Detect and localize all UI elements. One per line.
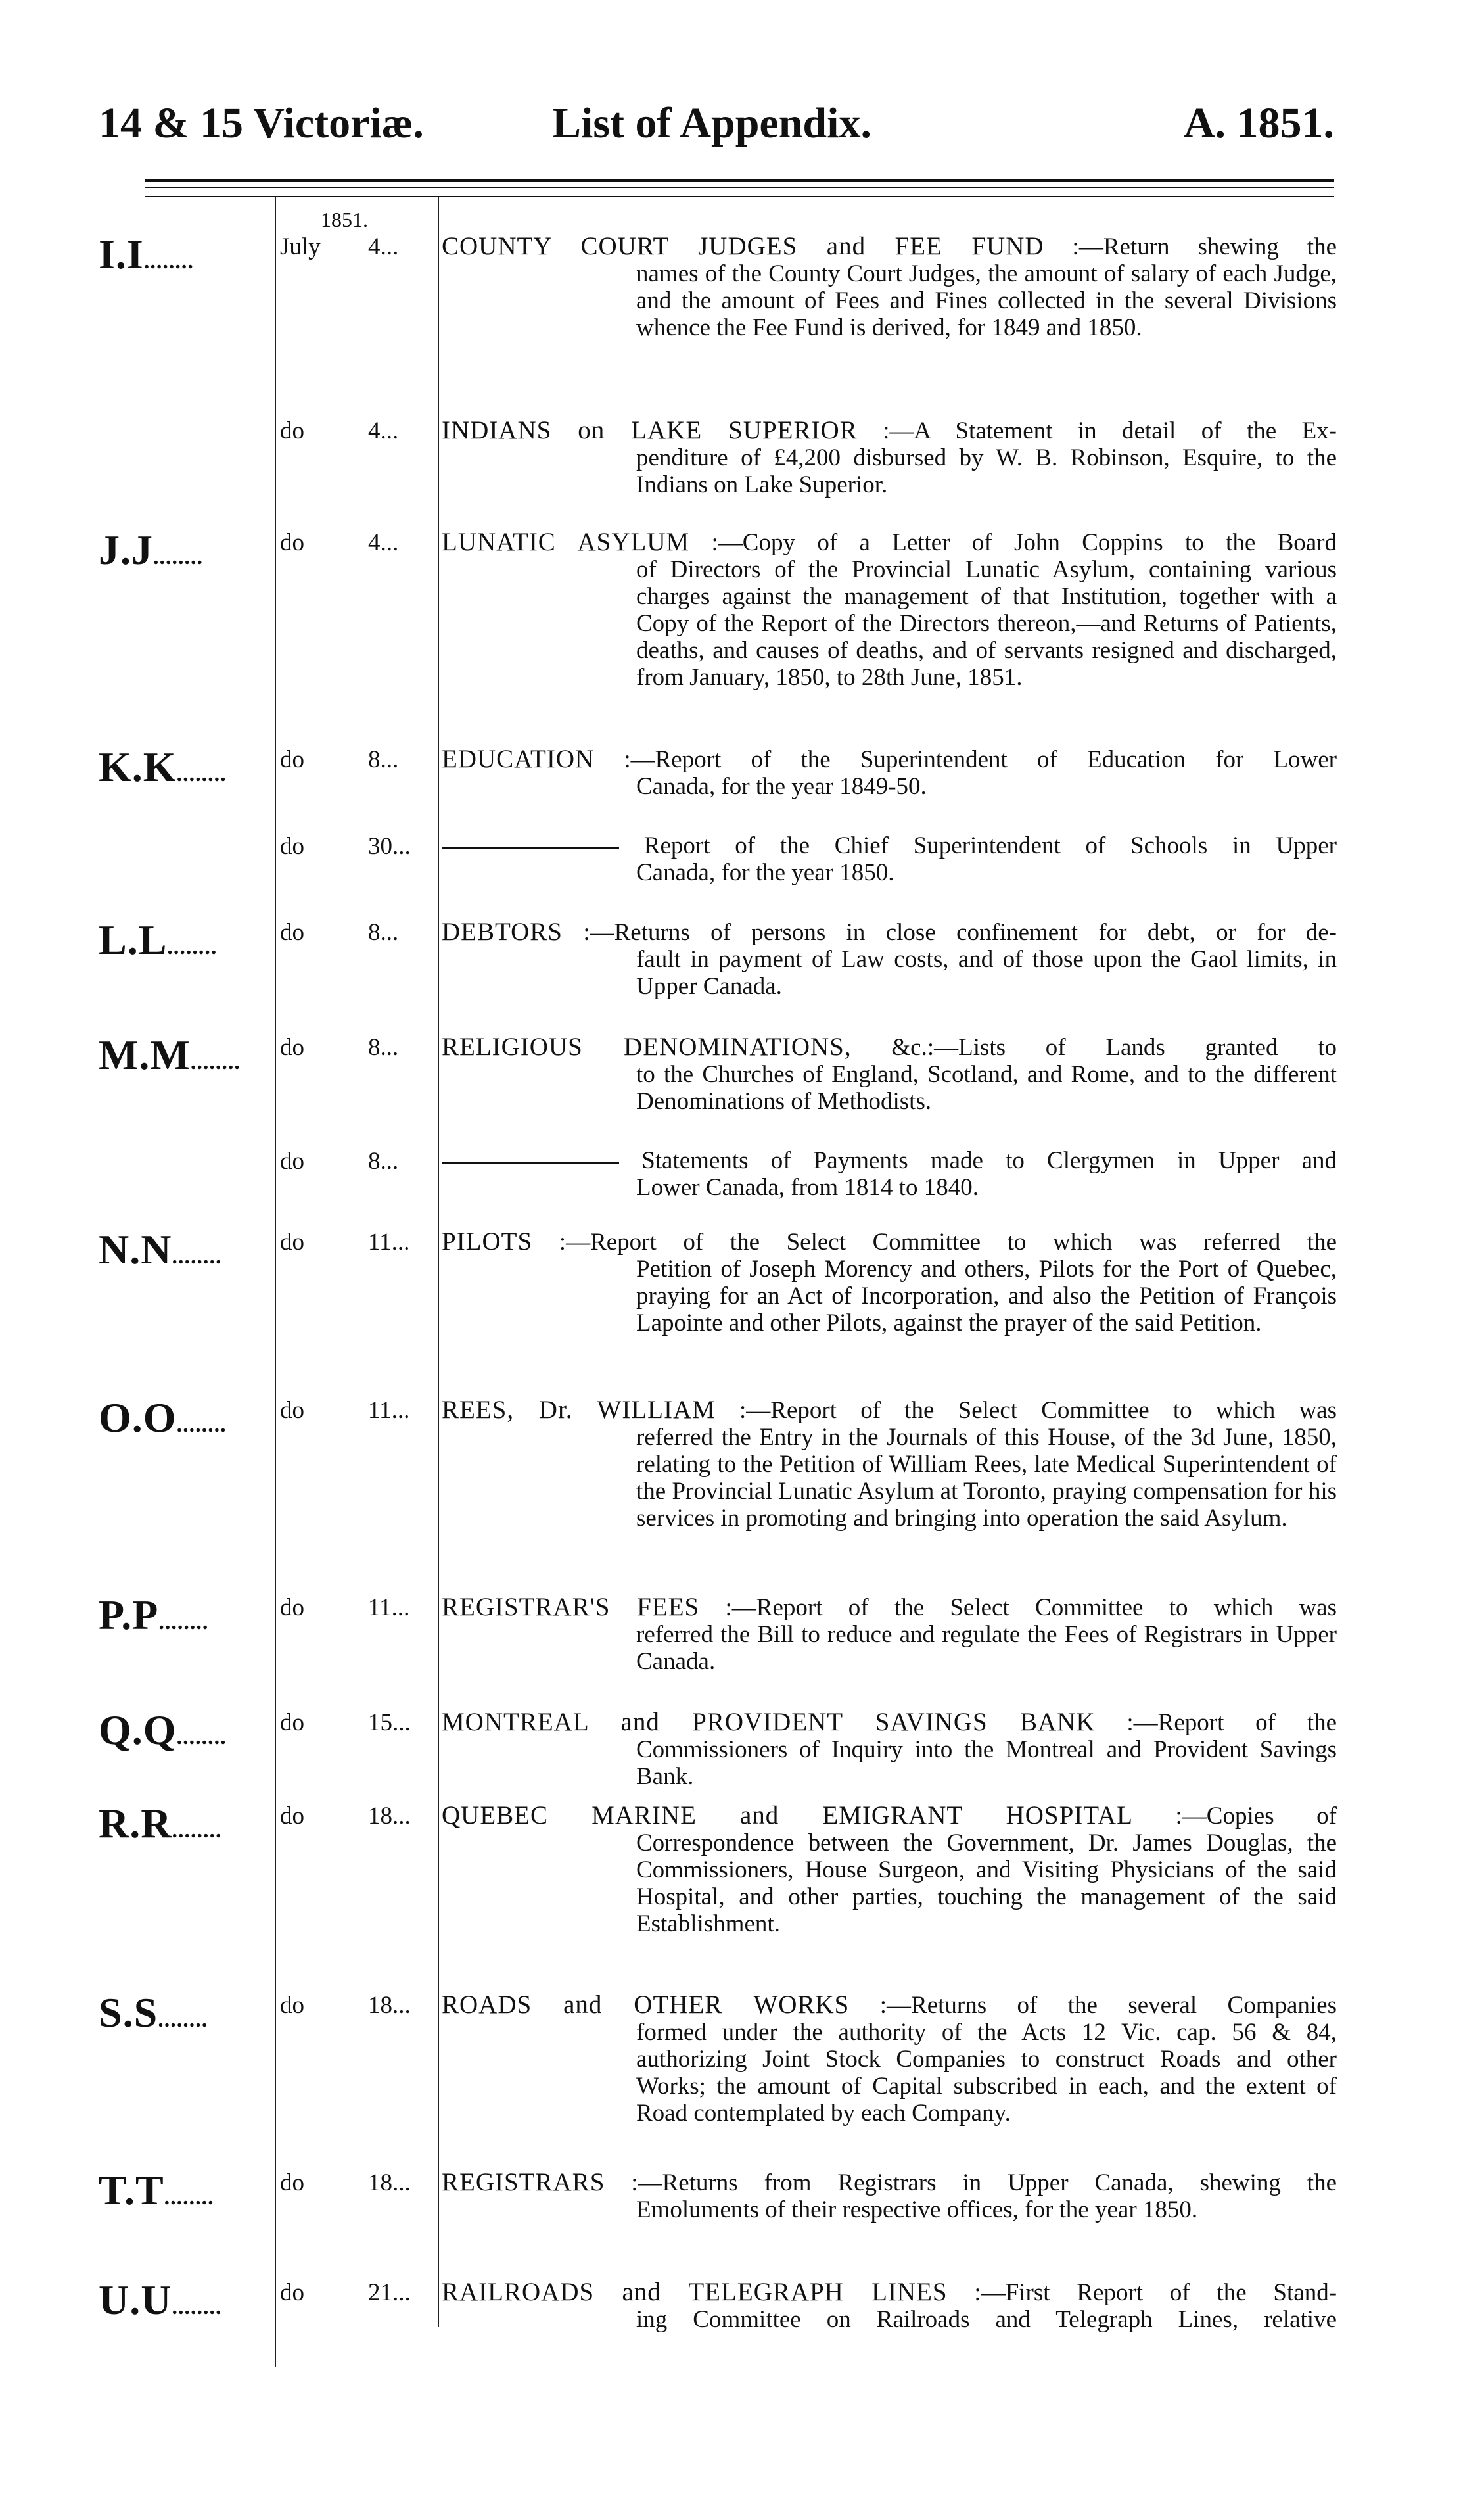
- entry-description: [442, 918, 1337, 1000]
- entry-continuation: names of the County Court Judges, the amount of salary of each Judge, and the amount of Fees and Fines collected in the several Divisions whence the Fee Fund is derived, for 1849 and 1850.: [636, 260, 1337, 341]
- leader-dots: ........: [176, 1413, 227, 1437]
- entry-first-line: [442, 233, 1337, 260]
- entry-first-text: :—Returns of persons in close confinement for debt, or for de-: [583, 919, 1337, 946]
- ditto-dash: [442, 1162, 619, 1164]
- entry-description: [442, 1709, 1337, 1790]
- column-divider-subject: [438, 197, 439, 2327]
- entry-code-text: T.T: [99, 2167, 164, 2213]
- entry-code-text: U.U: [99, 2277, 172, 2323]
- entry-subject: EDUCATION: [442, 745, 595, 773]
- entry-continuation: referred the Entry in the Journals of this House, of the 3d June, 1850, relating to the Petition of William Rees, late Medical Superintendent of the Provincial Lunatic Asylum at Toronto, praying compensation for his services in promoting and bringing into operation the said Asylum.: [636, 1424, 1337, 1532]
- entry-first-text: &c.:—Lists of Lands granted to: [891, 1034, 1337, 1061]
- entry-code-text: M.M: [99, 1031, 191, 1078]
- entry-continuation: to the Churches of England, Scotland, and Rome, and to the different Denominations of Methodists.: [636, 1061, 1337, 1115]
- entry-continuation: of Directors of the Provincial Lunatic Asylum, containing various charges against the management of that Institution, together with a Copy of the Report of the Directors thereon,—and Returns of Patients, deaths, and causes of deaths, and of servants resigned and discharged, from January, 1850, to 28th June, 1851.: [636, 556, 1337, 691]
- entry-code-text: N.N: [99, 1226, 172, 1273]
- entry-subject: DEBTORS: [442, 918, 563, 946]
- entry-continuation: Emoluments of their respective offices, for the year 1850.: [636, 2196, 1198, 2223]
- entry-day: 18...: [368, 2169, 411, 2196]
- entry-day: 4...: [368, 233, 399, 260]
- entry-month: do: [280, 529, 304, 556]
- entry-month: do: [280, 1803, 304, 1829]
- page-title: List of Appendix.: [552, 99, 871, 147]
- entry-code: [99, 743, 227, 791]
- entry-first-text: :—First Report of the Stand-: [974, 2279, 1337, 2306]
- leader-dots: ........: [172, 1818, 222, 1843]
- session-title: 14 & 15 Victoriæ.: [99, 99, 424, 147]
- entry-code-text: J.J: [99, 527, 153, 573]
- entry-description: [442, 529, 1337, 691]
- entry-description: [442, 2278, 1337, 2333]
- leader-dots: ........: [143, 249, 194, 273]
- entry-code-text: O.O: [99, 1394, 177, 1441]
- entry-subject: MONTREAL and PROVIDENT SAVINGS BANK: [442, 1708, 1096, 1736]
- entry-subject: RAILROADS and TELEGRAPH LINES: [442, 2278, 948, 2306]
- entry-continuation: ing Committee on Railroads and Telegraph Lines, relative: [636, 2306, 1337, 2333]
- entry-description: [442, 1228, 1337, 1336]
- entry-first-text: :—Report of the Select Committee to which was referred the: [559, 1229, 1337, 1256]
- leader-dots: ........: [172, 1244, 222, 1269]
- entry-day: 11...: [368, 1229, 410, 1256]
- entry-first-text: :—Copies of: [1175, 1803, 1337, 1829]
- leader-dots: ........: [176, 1725, 227, 1749]
- entry-day: 18...: [368, 1803, 411, 1829]
- header-rule-bottom: [145, 196, 1334, 197]
- entry-code: [99, 1031, 241, 1079]
- entry-day: 4...: [368, 529, 399, 556]
- entry-description: [442, 1991, 1337, 2127]
- entry-first-text: :—Report of the Select Committee to which was: [725, 1594, 1337, 1621]
- entry-subject: REES, Dr. WILLIAM: [442, 1396, 716, 1424]
- entry-first-line: [442, 1147, 1337, 1174]
- ditto-dash: [442, 847, 619, 849]
- entry-code-text: K.K: [99, 744, 177, 790]
- leader-dots: ........: [164, 2185, 214, 2209]
- entry-first-text: :—Report of the Superintendent of Education for Lower: [624, 746, 1337, 773]
- header-rule-thin: [145, 187, 1334, 188]
- entry-continuation: Canada, for the year 1849-50.: [636, 773, 927, 800]
- entry-first-line: [442, 1228, 1337, 1256]
- entry-first-line: [442, 1709, 1337, 1736]
- entry-first-line: [442, 2278, 1337, 2306]
- entry-code-text: I.I: [99, 231, 144, 277]
- entry-first-text: :—Report of the: [1126, 1709, 1337, 1736]
- entry-day: 18...: [368, 1992, 411, 2019]
- entry-day: 11...: [368, 1397, 410, 1424]
- entry-continuation: Lower Canada, from 1814 to 1840.: [636, 1174, 979, 1201]
- entry-code: [99, 2276, 221, 2325]
- entry-day: 21...: [368, 2279, 411, 2306]
- entry-day: 30...: [368, 833, 411, 860]
- entry-month: July: [280, 233, 321, 260]
- page-header: [99, 99, 1334, 151]
- volume-year: A. 1851.: [1183, 99, 1334, 147]
- entry-month: do: [280, 746, 304, 773]
- entry-first-text: :—Returns from Registrars in Upper Canada, shewing the: [631, 2169, 1337, 2196]
- entry-first-line: [442, 1033, 1337, 1061]
- entry-first-text: :—A Statement in detail of the Ex-: [883, 417, 1337, 444]
- entry-first-line: [442, 2169, 1337, 2196]
- entry-description: [442, 417, 1337, 498]
- entry-code-text: R.R: [99, 1800, 172, 1847]
- entry-code: [99, 1989, 208, 2037]
- entry-day: 11...: [368, 1594, 410, 1621]
- entry-description: [442, 745, 1337, 800]
- entry-subject: PILOTS: [442, 1227, 533, 1256]
- entry-continuation: referred the Bill to reduce and regulate the Fees of Registrars in Upper Canada.: [636, 1621, 1337, 1675]
- entry-continuation: Commissioners of Inquiry into the Montreal and Provident Savings Bank.: [636, 1736, 1337, 1790]
- entry-first-line: [442, 745, 1337, 773]
- entry-first-text: Statements of Payments made to Clergymen in Upper and: [641, 1147, 1337, 1174]
- entry-first-line: [442, 1396, 1337, 1424]
- entry-first-text: :—Report of the Select Committee to which was: [739, 1397, 1337, 1424]
- entry-subject: RELIGIOUS DENOMINATIONS,: [442, 1033, 852, 1061]
- entry-continuation: penditure of £4,200 disbursed by W. B. Robinson, Esquire, to the Indians on Lake Superior.: [636, 444, 1337, 498]
- entry-month: do: [280, 2279, 304, 2306]
- entry-month: do: [280, 1229, 304, 1256]
- entry-description: [442, 1147, 1337, 1201]
- entry-day: 4...: [368, 417, 399, 444]
- leader-dots: ........: [153, 545, 203, 569]
- entry-subject: INDIANS on LAKE SUPERIOR: [442, 416, 858, 444]
- entry-month: do: [280, 833, 304, 860]
- entry-day: 8...: [368, 1148, 399, 1175]
- entry-description: [442, 1593, 1337, 1675]
- entry-month: do: [280, 1709, 304, 1736]
- entry-month: do: [280, 1148, 304, 1175]
- entry-month: do: [280, 1992, 304, 2019]
- entry-subject: REGISTRAR'S FEES: [442, 1593, 700, 1621]
- header-rule-thick: [145, 179, 1334, 182]
- entry-month: do: [280, 1034, 304, 1061]
- entry-code-text: S.S: [99, 1989, 158, 2036]
- entry-subject: ROADS and OTHER WORKS: [442, 1991, 850, 2019]
- entry-month: do: [280, 1594, 304, 1621]
- column-divider-date: [275, 197, 276, 2367]
- entry-continuation: Correspondence between the Government, Dr. James Douglas, the Commissioners, House Surgeon, and Visiting Physicians of the said Hospital, and other parties, touching the management of the said Establishment.: [636, 1829, 1337, 1937]
- entry-code: [99, 1799, 221, 1848]
- entry-continuation: Canada, for the year 1850.: [636, 859, 894, 886]
- entry-month: do: [280, 417, 304, 444]
- entry-code-text: L.L: [99, 916, 168, 963]
- entry-day: 8...: [368, 919, 399, 946]
- entry-code-text: Q.Q: [99, 1707, 177, 1753]
- entry-subject: REGISTRARS: [442, 2168, 605, 2196]
- entry-month: do: [280, 2169, 304, 2196]
- entry-first-text: :—Copy of a Letter of John Coppins to the Board: [711, 529, 1337, 556]
- leader-dots: ........: [190, 1050, 241, 1074]
- entry-day: 8...: [368, 746, 399, 773]
- entry-code: [99, 916, 217, 964]
- leader-dots: ........: [158, 2008, 208, 2032]
- entry-first-line: [442, 1593, 1337, 1621]
- entry-first-text: Report of the Chief Superintendent of Schools in Upper: [643, 832, 1337, 859]
- entry-code: [99, 526, 203, 575]
- year-label: 1851.: [321, 208, 368, 231]
- entry-code-text: P.P: [99, 1592, 159, 1638]
- entry-first-line: [442, 529, 1337, 556]
- entry-code: [99, 1706, 227, 1755]
- entry-code: [99, 1591, 208, 1640]
- entry-month: do: [280, 1397, 304, 1424]
- entry-subject: COUNTY COURT JUDGES and FEE FUND: [442, 232, 1044, 260]
- leader-dots: ........: [167, 935, 218, 959]
- entry-description: [442, 2169, 1337, 2223]
- entry-description: [442, 1396, 1337, 1532]
- entry-continuation: fault in payment of Law costs, and of those upon the Gaol limits, in Upper Canada.: [636, 946, 1337, 1000]
- entry-day: 15...: [368, 1709, 411, 1736]
- entry-first-line: [442, 417, 1337, 444]
- entry-first-line: [442, 918, 1337, 946]
- entry-subject: LUNATIC ASYLUM: [442, 528, 690, 556]
- entry-continuation: Petition of Joseph Morency and others, Pilots for the Port of Quebec, praying for an Act of Incorporation, and also the Petition of François Lapointe and other Pilots, against the prayer of the said Petition.: [636, 1256, 1337, 1336]
- entry-description: [442, 832, 1337, 886]
- entry-month: do: [280, 919, 304, 946]
- entry-continuation: formed under the authority of the Acts 12 Vic. cap. 56 & 84, authorizing Joint Stock Companies to construct Roads and other Works; the amount of Capital subscribed in each, and the extent of Road contemplated by each Company.: [636, 2019, 1337, 2127]
- entry-first-line: [442, 1802, 1337, 1829]
- entry-day: 8...: [368, 1034, 399, 1061]
- entry-subject: QUEBEC MARINE and EMIGRANT HOSPITAL: [442, 1801, 1133, 1829]
- entry-first-line: [442, 832, 1337, 859]
- leader-dots: ........: [176, 762, 227, 786]
- entry-description: [442, 1033, 1337, 1115]
- entry-description: [442, 233, 1337, 341]
- leader-dots: ........: [172, 2295, 222, 2319]
- entry-first-text: :—Return shewing the: [1072, 233, 1337, 260]
- entry-first-line: [442, 1991, 1337, 2019]
- entry-first-text: :—Returns of the several Companies: [879, 1992, 1337, 2019]
- entry-description: [442, 1802, 1337, 1937]
- entry-code: [99, 2166, 214, 2215]
- entry-code: [99, 1225, 221, 1274]
- entry-code: [99, 230, 194, 279]
- entry-code: [99, 1394, 227, 1442]
- leader-dots: ........: [158, 1610, 209, 1634]
